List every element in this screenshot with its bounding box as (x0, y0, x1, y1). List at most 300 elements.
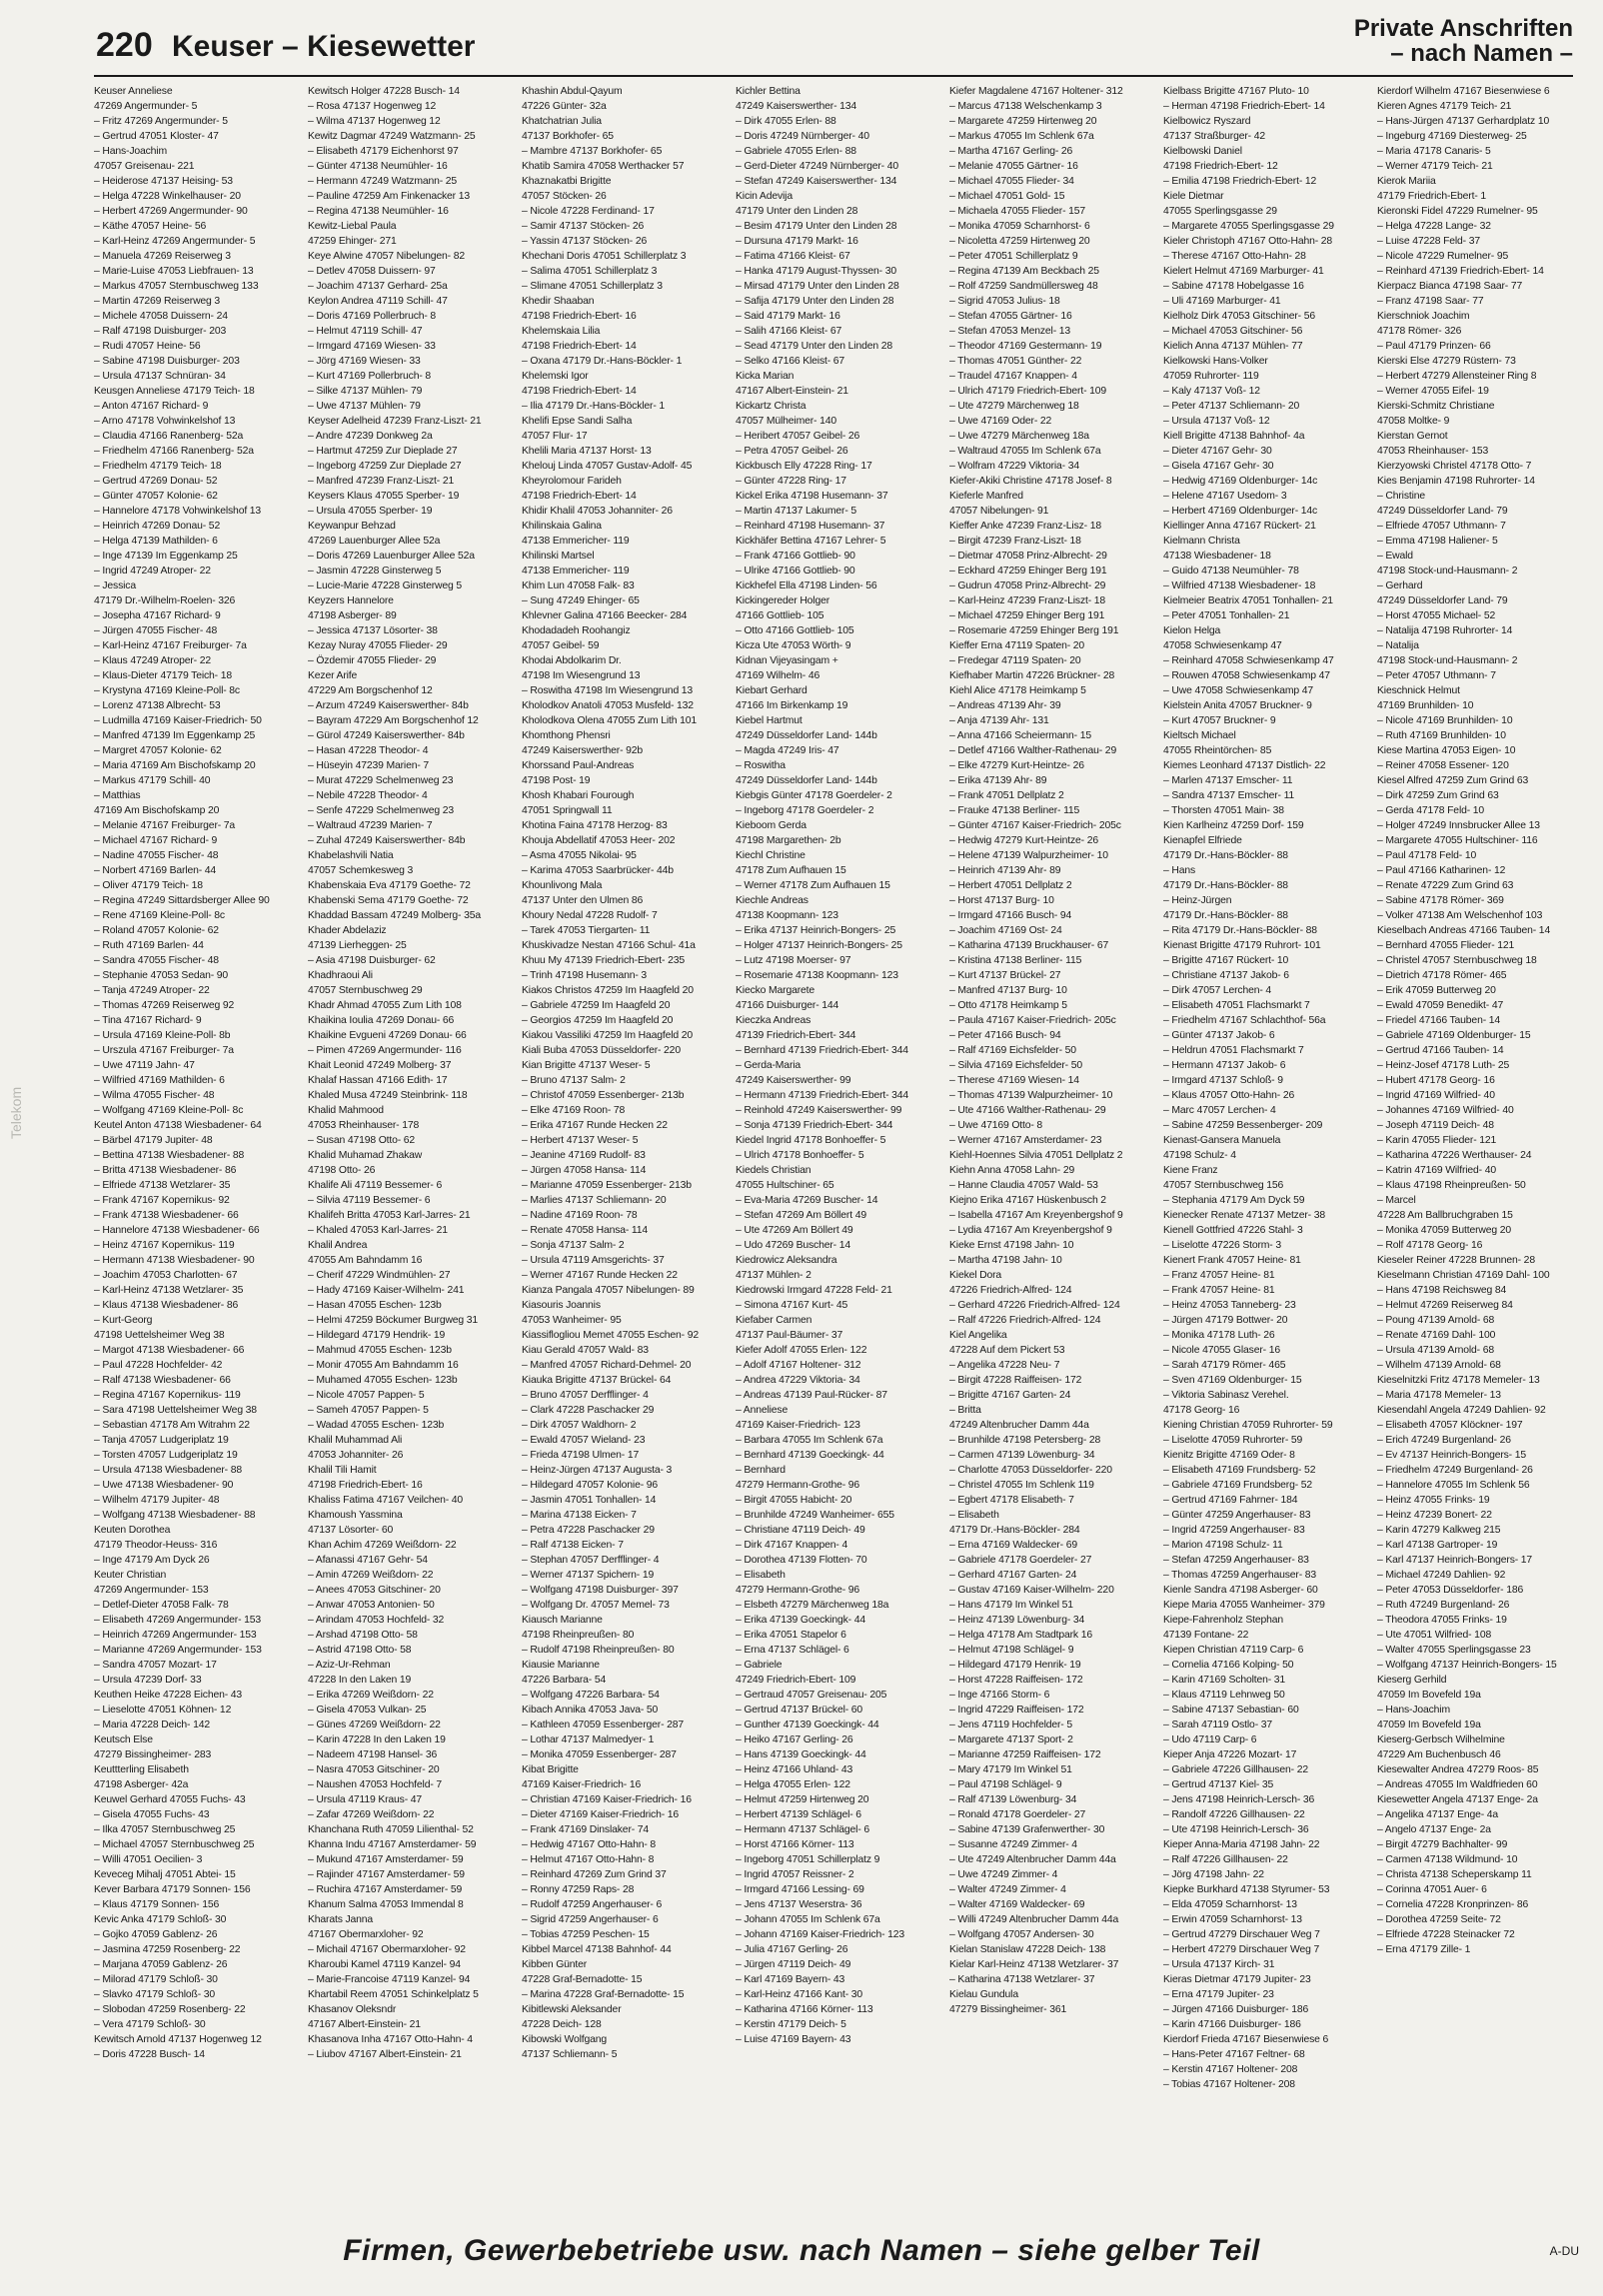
directory-entry: 47226 Friedrich-Alfred- 124 (949, 1285, 1072, 1296)
directory-entry: 47198 Friedrich-Ebert- 14 (522, 341, 637, 352)
directory-entry: – Hasan 47228 Theodor- 4 (308, 745, 429, 756)
directory-entry: – Eva-Maria 47269 Buscher- 14 (736, 1195, 878, 1206)
directory-entry: 47053 Johanniter- 26 (308, 1450, 404, 1461)
directory-entry: – Hannelore 47178 Vohwinkelshof 13 (94, 506, 262, 517)
directory-entry: – Amin 47269 Weißdorn- 22 (308, 1570, 434, 1581)
directory-entry: – Herbert 47139 Schlägel- 6 (736, 1809, 861, 1820)
directory-entry: – Regina 47139 Am Beckbach 25 (949, 266, 1099, 277)
directory-entry: – Ulrich 47179 Friedrich-Ebert- 109 (949, 386, 1107, 397)
directory-entry: – Erik 47059 Butterweg 20 (1377, 985, 1496, 996)
directory-entry: – Markus 47179 Schill- 40 (94, 775, 211, 786)
directory-entry: Khouja Abdellatif 47053 Heer- 202 (522, 835, 676, 846)
directory-entry: 47179 Unter den Linden 28 (736, 206, 858, 217)
directory-entry: – Jürgen 47179 Bottwer- 20 (1163, 1315, 1288, 1326)
directory-entry: – Brunhilde 47249 Wanheimer- 655 (736, 1510, 894, 1521)
directory-entry: – Gertrud 47269 Donau- 52 (94, 476, 218, 487)
directory-entry: Kholodkova Olena 47055 Zum Lith 101 (522, 715, 697, 726)
directory-entry: – Gabriele 47169 Frundsberg- 52 (1163, 1480, 1312, 1491)
directory-columns (94, 84, 1573, 2132)
directory-entry: – Ingeborg 47178 Goerdeler- 2 (736, 805, 874, 816)
directory-entry: – Inge 47166 Storm- 6 (949, 1690, 1050, 1701)
directory-entry: Khelemskaia Lilia (522, 326, 601, 337)
directory-entry: – Hermann 47137 Schlägel- 6 (736, 1824, 870, 1835)
directory-entry: – Carmen 47139 Löwenburg- 34 (949, 1450, 1095, 1461)
directory-entry: – Hedwig 47167 Otto-Hahn- 8 (522, 1839, 656, 1850)
directory-entry: – Joachim 47169 Ost- 24 (949, 925, 1062, 936)
directory-entry: – Kurt 47169 Pollerbruch- 8 (308, 371, 432, 382)
directory-entry: – Otto 47178 Heimkamp 5 (949, 1000, 1067, 1011)
directory-entry: – Marcus 47138 Welschenkamp 3 (949, 101, 1102, 112)
directory-entry: – Pauline 47259 Am Finkenacker 13 (308, 191, 470, 202)
directory-entry: – Katharina 47166 Körner- 113 (736, 2004, 873, 2015)
directory-entry: – Stefan 47269 Am Böllert 49 (736, 1210, 866, 1221)
directory-entry: – Anja 47139 Ahr- 131 (949, 715, 1049, 726)
directory-entry: – Egbert 47178 Elisabeth- 7 (949, 1495, 1074, 1506)
directory-entry: – Senfe 47229 Schelmenweg 23 (308, 805, 454, 816)
directory-entry: – Gertrud 47051 Kloster- 47 (94, 131, 219, 142)
directory-entry: – Rudi 47057 Heine- 56 (94, 341, 201, 352)
directory-entry: – Hans-Jürgen 47137 Gerhardplatz 10 (1377, 116, 1550, 127)
directory-entry: Keuter Christian (94, 1570, 167, 1581)
directory-entry: – Bernhard (736, 1465, 786, 1476)
directory-entry: 47279 Bissingheimer- 361 (949, 2004, 1067, 2015)
directory-entry: – Rosemarie 47259 Ehinger Berg 191 (949, 625, 1119, 636)
directory-entry: 47139 Lierheggen- 25 (308, 940, 407, 951)
directory-entry: – Heinz-Jürgen 47137 Augusta- 3 (522, 1465, 673, 1476)
directory-entry: Kezer Arife (308, 670, 358, 681)
directory-entry: Kielbass Brigitte 47167 Pluto- 10 (1163, 86, 1309, 97)
directory-entry: – Ingrid 47169 Wilfried- 40 (1377, 1090, 1495, 1101)
directory-entry: – Wolfgang 47169 Kleine-Poll- 8c (94, 1105, 244, 1116)
directory-entry: – Christel 47055 Im Schlenk 119 (949, 1480, 1094, 1491)
directory-entry: – Clark 47228 Paschacker 29 (522, 1405, 655, 1416)
directory-entry: 47139 Friedrich-Ebert- 344 (736, 1030, 856, 1041)
directory-entry: – Willi 47051 Oecilien- 3 (94, 1854, 203, 1865)
directory-entry: Kiele Dietmar (1163, 191, 1224, 202)
directory-entry: – Kurt 47057 Bruckner- 9 (1163, 715, 1276, 726)
directory-entry: – Elisabeth 47051 Flachsmarkt 7 (1163, 1000, 1310, 1011)
directory-entry: – Gisela 47055 Fuchs- 43 (94, 1809, 210, 1820)
directory-entry: Kielar Karl-Heinz 47138 Wetzlarer- 37 (949, 1959, 1119, 1970)
directory-entry: 47198 Friedrich-Ebert- 16 (308, 1480, 423, 1491)
directory-entry: – Jens 47137 Weserstra- 36 (736, 1899, 862, 1910)
directory-entry: – Dirk 47259 Zum Grind 63 (1377, 790, 1499, 801)
directory-entry: 47198 Schulz- 4 (1163, 1150, 1236, 1161)
directory-entry: – Peter 47057 Uthmann- 7 (1377, 670, 1496, 681)
directory-entry: Kichler Bettina (736, 86, 801, 97)
directory-entry: – Luise 47169 Bayern- 43 (736, 2034, 851, 2045)
directory-entry: – Bruno 47137 Salm- 2 (522, 1075, 626, 1086)
directory-entry: – Günes 47269 Weißdorn- 22 (308, 1720, 441, 1730)
directory-entry: – Gisela 47167 Gehr- 30 (1163, 461, 1274, 472)
directory-entry: Kiepen Christian 47119 Carp- 6 (1163, 1645, 1304, 1656)
directory-entry: Kiedel Ingrid 47178 Bonhoeffer- 5 (736, 1135, 886, 1146)
directory-entry: – Erika 47139 Goeckingk- 44 (736, 1615, 865, 1626)
directory-entry: – Mukund 47167 Amsterdamer- 59 (308, 1854, 464, 1865)
directory-entry: – Karima 47053 Saarbrücker- 44b (522, 865, 674, 876)
directory-entry: – Therese 47169 Wiesen- 14 (949, 1075, 1079, 1086)
directory-entry: – Frank 47057 Heine- 81 (1163, 1285, 1275, 1296)
directory-entry: Khaliss Fatima 47167 Veilchen- 40 (308, 1495, 464, 1506)
directory-entry: – Uwe 47169 Otto- 8 (949, 1120, 1043, 1131)
directory-entry: – Maria 47178 Memeler- 13 (1377, 1390, 1501, 1401)
directory-entry: – Detlev 47058 Duissern- 97 (308, 266, 436, 277)
directory-entry: Khosh Khabari Fourough (522, 790, 635, 801)
directory-entry: – Eckhard 47259 Ehinger Berg 191 (949, 566, 1107, 576)
directory-entry: – Manfred 47139 Im Eggenkamp 25 (94, 730, 256, 741)
directory-entry: Kierschniok Joachim (1377, 311, 1470, 322)
directory-entry: – Wilfried 47169 Mathilden- 6 (94, 1075, 225, 1086)
directory-entry: Kieserg Gerhild (1377, 1675, 1447, 1686)
directory-entry: – Karin 47228 In den Laken 19 (308, 1734, 446, 1745)
directory-entry: Kiefer-Akiki Christine 47178 Josef- 8 (949, 476, 1112, 487)
directory-entry: Kieschnick Helmut (1377, 685, 1460, 696)
directory-entry: 47249 Kaiserswerther- 99 (736, 1075, 851, 1086)
directory-entry: – Herbert 47169 Oldenburger- 14c (1163, 506, 1318, 517)
directory-entry: Khounlivong Mala (522, 880, 603, 891)
directory-entry: Kienast Brigitte 47179 Ruhrort- 101 (1163, 940, 1321, 951)
directory-entry: 47055 Hultschiner- 65 (736, 1180, 834, 1191)
directory-entry: – Monika 47059 Scharnhorst- 6 (949, 221, 1090, 232)
directory-entry: – Hans 47198 Reichsweg 84 (1377, 1285, 1507, 1296)
directory-entry: – Friedel 47166 Tauben- 14 (1377, 1015, 1500, 1026)
directory-entry: – Marianne 47259 Raiffeisen- 172 (949, 1749, 1101, 1760)
directory-entry: – Charlotte 47053 Düsseldorfer- 220 (949, 1465, 1112, 1476)
directory-entry: 47198 Friedrich-Ebert- 16 (522, 311, 637, 322)
directory-entry: – Waltraud 47239 Marien- 7 (308, 820, 433, 831)
directory-entry: – Heribert 47057 Geibel- 26 (736, 431, 860, 442)
directory-entry: – Ralf 47226 Friedrich-Alfred- 124 (949, 1315, 1101, 1326)
directory-entry: – Melanie 47055 Gärtner- 16 (949, 161, 1078, 172)
directory-entry: Kiepe Maria 47055 Wanheimer- 379 (1163, 1600, 1325, 1611)
directory-entry: – Ute 47198 Heinrich-Lersch- 36 (1163, 1824, 1309, 1835)
directory-entry: – Ursula 47138 Wiesbadener- 88 (94, 1465, 242, 1476)
directory-entry: Kiechl Christine (736, 850, 805, 861)
directory-entry: 47249 Kaiserswerther- 134 (736, 101, 857, 112)
directory-entry: Keysers Klaus 47055 Sperber- 19 (308, 491, 460, 502)
directory-entry: Kieczka Andreas (736, 1015, 811, 1026)
directory-entry: Kiedels Christian (736, 1165, 811, 1176)
directory-entry: – Ilia 47179 Dr.-Hans-Böckler- 1 (522, 401, 666, 412)
directory-entry: Kieper Anna-Maria 47198 Jahn- 22 (1163, 1839, 1320, 1850)
directory-entry: Kibowski Wolfgang (522, 2034, 608, 2045)
directory-entry: – Dursuna 47179 Markt- 16 (736, 236, 858, 247)
directory-entry: – Ralf 47138 Wiesbadener- 66 (94, 1375, 231, 1386)
directory-entry: – Walter 47169 Waldecker- 69 (949, 1899, 1085, 1910)
directory-entry: – Maria 47169 Am Bischofskamp 20 (94, 760, 256, 771)
directory-entry: – Johann 47169 Kaiser-Friedrich- 123 (736, 1929, 905, 1940)
directory-entry: – Guido 47138 Neumühler- 78 (1163, 566, 1299, 576)
directory-entry: – Irmgard 47169 Wiesen- 33 (308, 341, 436, 352)
directory-entry: Kibach Annika 47053 Java- 50 (522, 1705, 659, 1716)
directory-entry: – Helmut 47119 Schill- 47 (308, 326, 423, 337)
directory-entry: Khodadadeh Roohangiz (522, 625, 631, 636)
directory-entry: Kiefhaber Martin 47226 Brückner- 28 (949, 670, 1115, 681)
directory-entry: – Irmgard 47166 Lessing- 69 (736, 1884, 864, 1895)
directory-entry: – Jasmin 47228 Ginsterweg 5 (308, 566, 442, 576)
directory-entry: – Michael 47057 Sternbuschweg 25 (94, 1839, 255, 1850)
directory-entry: – Besim 47179 Unter den Linden 28 (736, 221, 897, 232)
directory-entry: – Kurt 47137 Brückel- 27 (949, 970, 1061, 981)
directory-entry: Kielbowski Daniel (1163, 146, 1242, 157)
directory-entry: Keuwel Gerhard 47055 Fuchs- 43 (94, 1794, 246, 1805)
directory-entry: – Maria 47228 Deich- 142 (94, 1720, 210, 1730)
directory-entry: Kielstein Anita 47057 Bruckner- 9 (1163, 700, 1312, 711)
directory-entry: – Katrin 47169 Wilfried- 40 (1377, 1165, 1496, 1176)
directory-entry: Khalid Mahmood (308, 1105, 384, 1116)
directory-entry: – Margarete 47137 Sport- 2 (949, 1734, 1073, 1745)
directory-entry: – Bruno 47057 Derfflinger- 4 (522, 1390, 649, 1401)
directory-entry: – Wilma 47055 Fischer- 48 (94, 1090, 215, 1101)
directory-entry: 47058 Schwiesenkamp 47 (1163, 640, 1282, 651)
directory-entry: 47198 Margarethen- 2b (736, 835, 841, 846)
directory-entry: Khaikine Evgueni 47269 Donau- 66 (308, 1030, 467, 1041)
directory-entry: 47179 Dr.-Hans-Böckler- 88 (1163, 880, 1288, 891)
directory-entry: – Zuhal 47249 Kaiserswerther- 84b (308, 835, 466, 846)
directory-entry: – Irmgard 47166 Busch- 94 (949, 910, 1072, 921)
directory-entry: – Gojko 47059 Gablenz- 26 (94, 1929, 218, 1940)
directory-entry: Kiassiflogliou Memet 47055 Eschen- 92 (522, 1330, 699, 1341)
directory-entry: – Ruth 47169 Barlen- 44 (94, 940, 204, 951)
directory-entry: – Yassin 47137 Stöcken- 26 (522, 236, 648, 247)
directory-entry: – Karl 47137 Heinrich-Bongers- 17 (1377, 1555, 1533, 1566)
directory-entry: – Tina 47167 Richard- 9 (94, 1015, 202, 1026)
directory-entry: – Jürgen 47166 Duisburger- 186 (1163, 2004, 1309, 2015)
directory-entry: 47167 Obermarxloher- 92 (308, 1929, 424, 1940)
directory-entry: – Michail 47167 Obermarxloher- 92 (308, 1944, 466, 1955)
directory-entry: – Trinh 47198 Husemann- 3 (522, 970, 648, 981)
directory-entry: – Nebile 47228 Theodor- 4 (308, 790, 428, 801)
directory-entry: – Heldrun 47051 Flachsmarkt 7 (1163, 1045, 1304, 1056)
directory-entry: Kienle Sandra 47198 Asberger- 60 (1163, 1585, 1318, 1596)
directory-entry: – Brunhilde 47198 Petersberg- 28 (949, 1435, 1101, 1446)
directory-entry: – Britta 47138 Wiesbadener- 86 (94, 1165, 237, 1176)
directory-entry: – Jörg 47198 Jahn- 22 (1163, 1869, 1264, 1880)
directory-entry: – Frank 47169 Dinslaker- 74 (522, 1824, 650, 1835)
directory-entry: – Ursula 47055 Sperber- 19 (308, 506, 433, 517)
directory-entry: 47249 Kaiserswerther- 92b (522, 745, 644, 756)
directory-entry: Khan Achim 47269 Weißdorn- 22 (308, 1540, 457, 1551)
directory-entry: Khelemski Igor (522, 371, 589, 382)
directory-entry: – Cherif 47229 Windmühlen- 27 (308, 1270, 451, 1281)
directory-entry: – Lutz 47198 Moerser- 97 (736, 955, 851, 966)
directory-entry: – Wolfgang 47226 Barbara- 54 (522, 1690, 660, 1701)
directory-entry: – Wolfgang 47057 Andersen- 30 (949, 1929, 1094, 1940)
directory-entry: – Bernhard 47139 Goeckingk- 44 (736, 1450, 884, 1461)
directory-entry: Khalil Tili Hamit (308, 1465, 377, 1476)
directory-entry: – Erna 47137 Schlägel- 6 (736, 1645, 849, 1656)
directory-entry: Kierzyowski Christel 47178 Otto- 7 (1377, 461, 1532, 472)
directory-entry: – Joachim 47137 Gerhard- 25a (308, 281, 448, 292)
directory-entry: – Ewald 47059 Benedikt- 47 (1377, 1000, 1504, 1011)
directory-entry: 47279 Hermann-Grothe- 96 (736, 1480, 860, 1491)
directory-entry: Khelili Maria 47137 Horst- 13 (522, 446, 652, 457)
directory-entry: – Uwe 47279 Märchenweg 18a (949, 431, 1089, 442)
directory-entry: Khaznakatbi Brigitte (522, 176, 612, 187)
directory-entry: – Ruchira 47167 Amsterdamer- 59 (308, 1884, 463, 1895)
directory-entry: – Julia 47167 Gerling- 26 (736, 1944, 848, 1955)
directory-entry: Kielbowicz Ryszard (1163, 116, 1251, 127)
directory-entry: – Friedhelm 47179 Teich- 18 (94, 461, 222, 472)
directory-entry: – Therese 47167 Otto-Hahn- 28 (1163, 251, 1306, 262)
directory-entry: – Marjana 47059 Gablenz- 26 (94, 1959, 228, 1970)
directory-entry: Kiedrowski Irmgard 47228 Feld- 21 (736, 1285, 892, 1296)
directory-entry: – Ursula 47139 Arnold- 68 (1377, 1345, 1494, 1356)
directory-entry: Kiese Martina 47053 Eigen- 10 (1377, 745, 1516, 756)
directory-entry: – Thomas 47051 Günther- 22 (949, 356, 1082, 367)
directory-entry: Kiasouris Joannis (522, 1300, 601, 1311)
directory-entry: – Klaus-Dieter 47179 Teich- 18 (94, 670, 232, 681)
directory-entry: 47058 Moltke- 9 (1377, 416, 1450, 427)
directory-entry: – Traudel 47167 Knappen- 4 (949, 371, 1077, 382)
directory-entry: – Erika 47167 Runde Hecken 22 (522, 1120, 668, 1131)
section-heading-line-2: – nach Namen – (1390, 40, 1573, 67)
directory-entry: – Theodor 47169 Gestermann- 19 (949, 341, 1102, 352)
directory-entry: 47138 Wiesbadener- 18 (1163, 551, 1271, 562)
directory-entry: 47166 Im Birkenkamp 19 (736, 700, 848, 711)
directory-entry: – Aziz-Ur-Rehman (308, 1660, 391, 1671)
directory-entry: 47198 Asberger- 42a (94, 1779, 189, 1790)
directory-entry: – Hartmut 47259 Zur Dieplade 27 (308, 446, 458, 457)
directory-entry: – Marina 47138 Eicken- 7 (522, 1510, 637, 1521)
directory-entry: – Manfred 47057 Richard-Dehmel- 20 (522, 1360, 692, 1371)
directory-entry: – Anneliese (736, 1405, 789, 1416)
directory-entry: 47249 Düsseldorfer Land- 79 (1377, 595, 1508, 606)
directory-entry: Kewitsch Holger 47228 Busch- 14 (308, 86, 460, 97)
directory-entry: – Margret 47057 Kolonie- 62 (94, 745, 222, 756)
directory-entry: 47057 Greisenau- 221 (94, 161, 195, 172)
directory-entry: – Melanie 47167 Freiburger- 7a (94, 820, 236, 831)
directory-entry: Kielkowski Hans-Volker (1163, 356, 1268, 367)
directory-entry: 47137 Mühlen- 2 (736, 1270, 811, 1281)
directory-entry: – Anton 47167 Richard- 9 (94, 401, 209, 412)
directory-entry: – Samir 47137 Stöcken- 26 (522, 221, 645, 232)
directory-entry: – Sigrid 47259 Angerhauser- 6 (522, 1914, 659, 1925)
directory-entry: – Said 47179 Markt- 16 (736, 311, 840, 322)
directory-entry: Khalil Andrea (308, 1240, 368, 1251)
directory-entry: Khalife Ali 47119 Bessemer- 6 (308, 1180, 443, 1191)
directory-entry: – Dietrich 47178 Römer- 465 (1377, 970, 1507, 981)
directory-entry: – Sead 47179 Unter den Linden 28 (736, 341, 892, 352)
directory-entry: Kienecker Renate 47137 Metzer- 38 (1163, 1210, 1325, 1221)
directory-entry: – Günter 47137 Jakob- 6 (1163, 1030, 1275, 1041)
directory-entry: – Klaus 47198 Rheinpreußen- 50 (1377, 1180, 1526, 1191)
directory-entry: – Mirsad 47179 Unter den Linden 28 (736, 281, 899, 292)
header-rule (94, 75, 1573, 77)
directory-column-4 (736, 84, 931, 2132)
directory-entry: – Marion 47198 Schulz- 11 (1163, 1540, 1283, 1551)
directory-entry: Keylon Andrea 47119 Schill- 47 (308, 296, 448, 307)
directory-entry: Kiesewetter Angela 47137 Enge- 2a (1377, 1794, 1538, 1805)
directory-entry: – Günter 47138 Neumühler- 16 (308, 161, 448, 172)
directory-entry: – Sandra 47057 Mozart- 17 (94, 1660, 217, 1671)
directory-entry: – Heinz 47055 Frinks- 19 (1377, 1495, 1490, 1506)
directory-entry: – Jens 47198 Heinrich-Lersch- 36 (1163, 1794, 1315, 1805)
directory-entry: – Ralf 47198 Duisburger- 203 (94, 326, 227, 337)
directory-entry: Kieronski Fidel 47229 Rumelner- 95 (1377, 206, 1538, 217)
directory-entry: – Elke 47279 Kurt-Heintze- 26 (949, 760, 1084, 771)
directory-entry: 47269 Angermunder- 5 (94, 101, 198, 112)
directory-entry: – Corinna 47051 Auer- 6 (1377, 1884, 1487, 1895)
directory-entry: Khabelashvili Natia (308, 850, 394, 861)
directory-entry: – Gisela 47053 Vulkan- 25 (308, 1705, 427, 1716)
directory-entry: Keutsch Else (94, 1734, 153, 1745)
directory-entry: – Jürgen 47055 Fischer- 48 (94, 625, 218, 636)
directory-entry: – Anees 47053 Gitschiner- 20 (308, 1585, 441, 1596)
directory-entry: – Emma 47198 Haliener- 5 (1377, 536, 1498, 547)
directory-entry: Kielholz Dirk 47053 Gitschiner- 56 (1163, 311, 1315, 322)
directory-entry: – Uwe 47249 Zimmer- 4 (949, 1869, 1058, 1880)
directory-entry: Kheyrolomour Farideh (522, 476, 622, 487)
directory-entry: Khilinskaia Galina (522, 521, 602, 532)
directory-entry: – Randolf 47226 Gillhausen- 22 (1163, 1809, 1305, 1820)
directory-entry: Kiausch Marianne (522, 1615, 603, 1626)
directory-entry: – Peter 47166 Busch- 94 (949, 1030, 1061, 1041)
directory-entry: Kierski Else 47279 Rüstern- 73 (1377, 356, 1516, 367)
directory-entry: 47226 Günter- 32a (522, 101, 607, 112)
directory-entry: – Birgit 47239 Franz-Liszt- 18 (949, 536, 1081, 547)
directory-entry: – Hady 47169 Kaiser-Wilhelm- 241 (308, 1285, 465, 1296)
directory-entry: 47169 Am Bischofskamp 20 (94, 805, 220, 816)
directory-entry: 47228 Deich- 128 (522, 2019, 602, 2030)
directory-entry: Kickingereder Holger (736, 595, 830, 606)
directory-entry: 47057 Stöcken- 26 (522, 191, 607, 202)
directory-entry: – Slobodan 47259 Rosenberg- 22 (94, 2004, 246, 2015)
directory-entry: – Helga 47178 Am Stadtpark 16 (949, 1630, 1092, 1641)
directory-entry: – Nadine 47169 Roon- 78 (522, 1210, 638, 1221)
directory-entry: – Magda 47249 Iris- 47 (736, 745, 839, 756)
directory-entry: 47198 Im Wiesengrund 13 (522, 670, 641, 681)
directory-entry: – Wolfgang 47137 Heinrich-Bongers- 15 (1377, 1660, 1557, 1671)
directory-entry: – Gudrun 47058 Prinz-Albrecht- 29 (949, 580, 1106, 591)
directory-entry: 47169 Kaiser-Friedrich- 16 (522, 1779, 642, 1790)
directory-entry: – Liselotte 47226 Storm- 3 (1163, 1240, 1281, 1251)
directory-entry: Kiedrowicz Aleksandra (736, 1255, 837, 1266)
directory-entry: – Karin 47169 Scholten- 31 (1163, 1675, 1286, 1686)
directory-entry: – Nicole 47228 Ferdinand- 17 (522, 206, 655, 217)
directory-entry: – Frauke 47138 Berliner- 115 (949, 805, 1080, 816)
directory-entry: – Stefan 47259 Angerhauser- 83 (1163, 1555, 1309, 1566)
directory-entry: – Marie-Luise 47053 Liebfrauen- 13 (94, 266, 254, 277)
directory-entry: Kiesewalter Andrea 47279 Roos- 85 (1377, 1764, 1539, 1775)
directory-entry: – Doris 47249 Nürnberger- 40 (736, 131, 869, 142)
directory-entry: – Ute 47051 Wilfried- 108 (1377, 1630, 1492, 1641)
directory-entry: – Roland 47057 Kolonie- 62 (94, 925, 219, 936)
directory-entry: – Marina 47228 Graf-Bernadotte- 15 (522, 1989, 685, 2000)
directory-entry: – Horst 47055 Michael- 52 (1377, 610, 1496, 621)
directory-entry: – Monika 47178 Luth- 26 (1163, 1330, 1275, 1341)
directory-entry: Khotina Faina 47178 Herzog- 83 (522, 820, 668, 831)
directory-entry: – Heinz-Josef 47178 Luth- 25 (1377, 1060, 1510, 1071)
directory-entry: 47059 Ruhrorter- 119 (1163, 371, 1259, 382)
directory-entry: – Elfriede 47228 Steinacker 72 (1377, 1929, 1515, 1940)
directory-entry: – Frank 47138 Wiesbadener- 66 (94, 1210, 239, 1221)
directory-entry: – Marlen 47137 Emscher- 11 (1163, 775, 1293, 786)
directory-entry: – Christian 47169 Kaiser-Friedrich- 16 (522, 1794, 692, 1805)
directory-entry: Khoury Nedal 47228 Rudolf- 7 (522, 910, 658, 921)
directory-entry: Kicza Ute 47053 Wörth- 9 (736, 640, 851, 651)
directory-entry: – Tanja 47057 Ludgeriplatz 19 (94, 1435, 229, 1446)
directory-entry: – Inge 47139 Im Eggenkamp 25 (94, 551, 238, 562)
directory-entry: 47053 Wanheimer- 95 (522, 1315, 622, 1326)
directory-entry: – Sabine 47259 Bessenberger- 209 (1163, 1120, 1323, 1131)
directory-entry: – Rolf 47259 Sandmüllersweg 48 (949, 281, 1098, 292)
directory-entry: 47137 Paul-Bäumer- 37 (736, 1330, 843, 1341)
directory-entry: – Natalija 47198 Ruhrorter- 14 (1377, 625, 1513, 636)
directory-entry: – Hermann 47139 Friedrich-Ebert- 344 (736, 1090, 909, 1101)
directory-entry: Kiemes Leonhard 47137 Distlich- 22 (1163, 760, 1326, 771)
directory-entry: 47269 Lauenburger Allee 52a (308, 536, 441, 547)
